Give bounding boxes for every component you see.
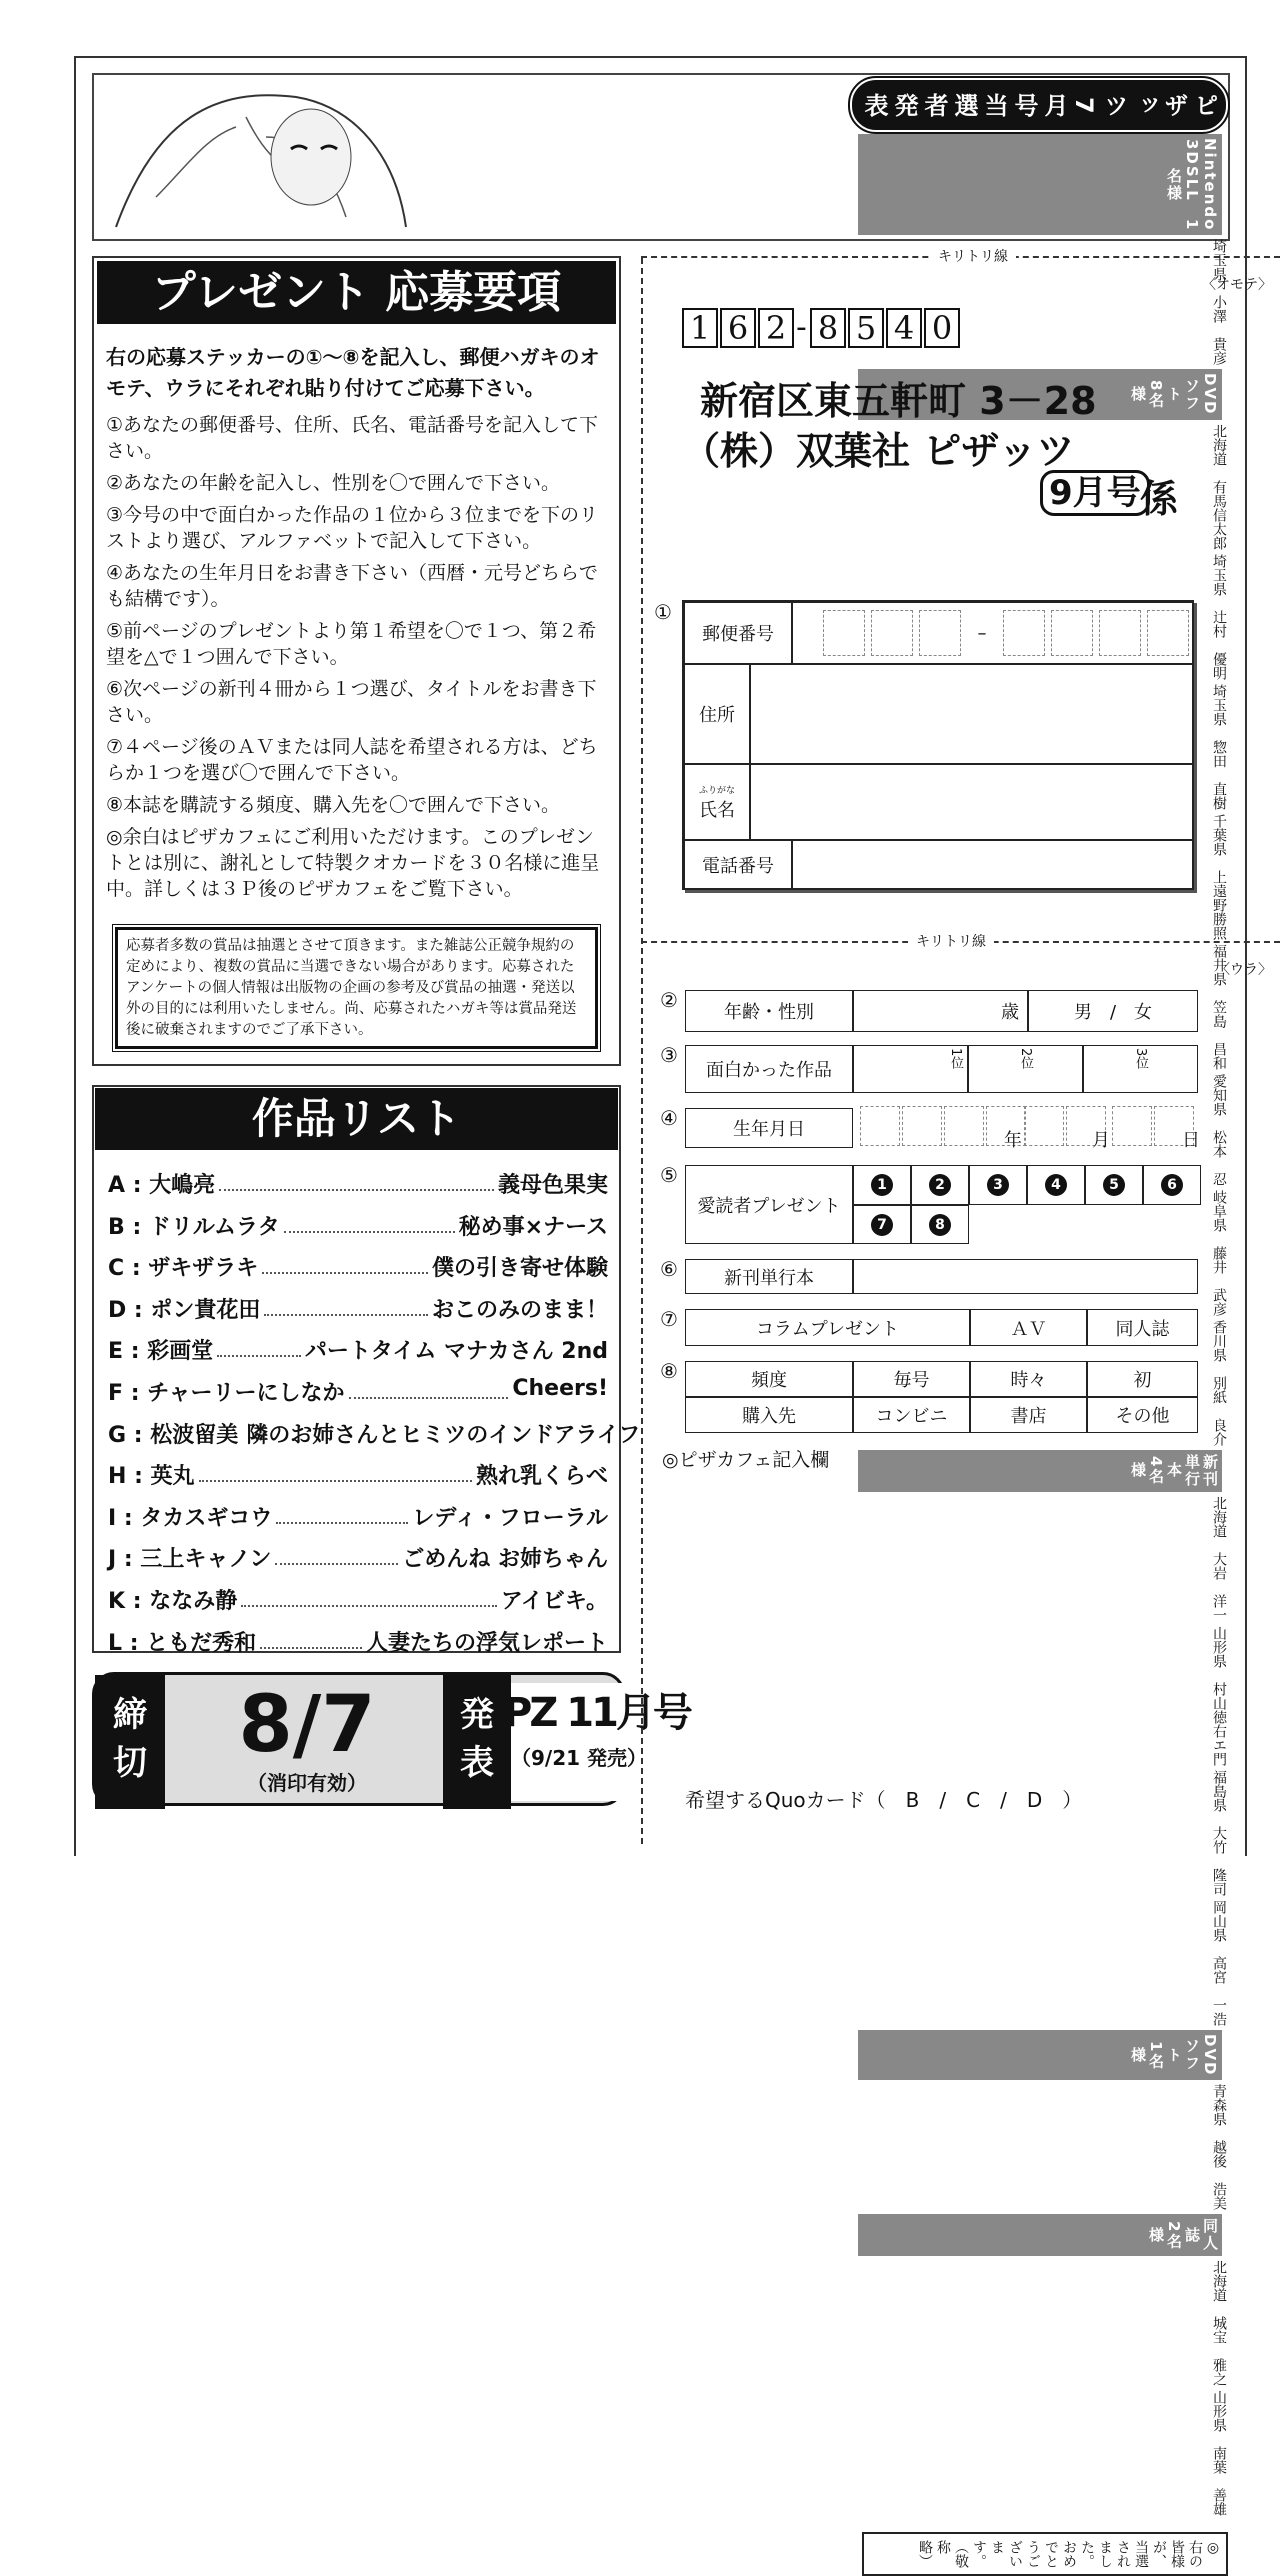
announce-issue: PZ 11月号 （9/21 発売） xyxy=(511,1683,625,1801)
present-option-6[interactable] xyxy=(1143,1165,1201,1205)
digit-box[interactable] xyxy=(1099,610,1141,656)
work-author: 英丸 xyxy=(150,1464,195,1490)
rules-intro: 右の応募ステッカーの①〜⑧を記入し、郵便ハガキのオモテ、ウラにそれぞれ貼り付けてご応募下さい。 xyxy=(106,345,600,400)
rules-items xyxy=(106,412,606,902)
frequency-option[interactable]: 初 xyxy=(1087,1361,1198,1397)
work-key: A xyxy=(108,1173,126,1198)
present-option-1[interactable] xyxy=(853,1165,911,1205)
rule-item: ⑧本誌を購読する頻度、購入先を〇で囲んで下さい。 xyxy=(106,794,561,816)
issue-badge: 9月号 xyxy=(1040,470,1150,516)
winner: 福井県 笠島 昌和 xyxy=(1211,943,1227,1070)
quo-card-choice[interactable]: 希望するQuoカード（ B / C / D ） xyxy=(685,1788,1083,1812)
work-title: ごめんね お姉ちゃん xyxy=(402,1547,608,1573)
postal-digit: 6 xyxy=(720,308,756,348)
address-line: 新宿区東五軒町 3－28 xyxy=(700,379,1097,423)
section-number: ③ xyxy=(660,1043,678,1067)
postal-code xyxy=(682,308,962,348)
deadline-label: 締 切 xyxy=(95,1675,165,1809)
frequency-label: 頻度 xyxy=(685,1361,853,1397)
work-item: I : タカスギコウ レディ・フローラル xyxy=(108,1501,608,1532)
work-author: ドリルムラタ xyxy=(148,1214,280,1240)
postal-hyphen: - xyxy=(796,310,807,345)
work-key: H xyxy=(108,1464,127,1490)
shop-option[interactable]: その他 xyxy=(1087,1397,1198,1433)
work-title: レディ・フローラル xyxy=(412,1505,608,1531)
front-form xyxy=(682,600,1194,890)
work-item: D : ポン貴花田 おこのみのまま！ xyxy=(108,1293,608,1324)
work-item: L : ともだ秀和 人妻たちの浮気レポート xyxy=(108,1626,608,1657)
postal-label: 郵便番号 xyxy=(684,602,792,664)
present-option-2[interactable] xyxy=(911,1165,969,1205)
birthday-input[interactable] xyxy=(860,1106,1200,1150)
winner: 千葉県 上遠野勝照 xyxy=(1211,813,1227,940)
work-title: 人妻たちの浮気レポート xyxy=(365,1630,608,1656)
option-number: 1 xyxy=(871,1174,893,1196)
work-title: 秘め事×ナース xyxy=(458,1214,608,1240)
age-input[interactable]: 歳 xyxy=(853,990,1028,1032)
cut-line-label: キリトリ線 xyxy=(930,246,1016,266)
frequency-option[interactable]: 毎号 xyxy=(853,1361,970,1397)
new-book-input[interactable] xyxy=(853,1259,1198,1294)
work-item: F : チャーリーにしなか Cheers! xyxy=(108,1375,608,1406)
rule-item: ⑥次ページの新刊４冊から１つ選び、タイトルをお書き下さい。 xyxy=(106,678,597,726)
present-option-3[interactable] xyxy=(969,1165,1027,1205)
option-number: 5 xyxy=(1103,1174,1125,1196)
age-sex-label: 年齢・性別 xyxy=(685,990,853,1032)
rank2-input[interactable]: 2位 xyxy=(968,1045,1083,1093)
work-author: ザキザラキ xyxy=(148,1256,259,1282)
birthday-label: 生年月日 xyxy=(685,1108,853,1148)
work-title: 義母色果実 xyxy=(497,1173,608,1198)
section-number: ⑥ xyxy=(660,1257,678,1281)
option-number: 7 xyxy=(871,1214,893,1236)
section-number: ④ xyxy=(660,1106,678,1130)
frequency-option[interactable]: 時々 xyxy=(970,1361,1087,1397)
winner: 北海道 有馬信太郎 xyxy=(1211,423,1227,550)
work-item: E : 彩画堂 パートタイム マナカさん 2nd xyxy=(108,1334,608,1365)
work-author: 三上キャノン xyxy=(140,1547,272,1573)
work-author: 彩画堂 xyxy=(147,1339,214,1365)
deadline-note: （消印有効） xyxy=(247,1771,367,1795)
column-present-label: コラムプレゼント xyxy=(685,1309,970,1346)
work-key: B xyxy=(108,1214,125,1240)
sex-choice[interactable]: 男 / 女 xyxy=(1028,990,1198,1032)
winner: 北海道 城宝 雅之 xyxy=(1211,2260,1227,2387)
rule-item: ②あなたの年齢を記入し、性別を〇で囲んで下さい。 xyxy=(106,472,561,494)
work-title: アイビキ。 xyxy=(500,1588,608,1614)
section-number: ⑦ xyxy=(660,1307,678,1331)
winner: 山形県 村山徳右エ門 xyxy=(1211,1625,1227,1766)
month-label: 月 xyxy=(1092,1130,1110,1151)
vertical-cut-line xyxy=(641,258,643,1844)
rules-notice: 応募者多数の賞品は抽選とさせて頂きます。また雑誌公正競争規約の定めにより、複数の賞品に当選できない場合があります。応募されたアンケートの個人情報は出版物の企画の参考及び賞品の抽選・発送以外の目的には利用いたしません。尚、応募されたハガキ等は賞品発送後に破棄されますのでご了承下さい。 xyxy=(115,927,598,1049)
doujinshi-option[interactable]: 同人誌 xyxy=(1087,1309,1198,1346)
option-number: 2 xyxy=(929,1174,951,1196)
section-number: ② xyxy=(660,988,678,1012)
present-option-4[interactable] xyxy=(1027,1165,1085,1205)
digit-box[interactable] xyxy=(919,610,961,656)
winner: 埼玉県 辻村 優明 xyxy=(1211,553,1227,680)
rule-item: ⑤前ページのプレゼントより第１希望を〇で１つ、第２希望を△で１つ囲んで下さい。 xyxy=(106,620,597,668)
postal-digit: 5 xyxy=(848,308,884,348)
work-item: K : ななみ静 アイビキ。 xyxy=(108,1584,608,1615)
prize-band: 新刊単行本 4名様 xyxy=(858,1450,1222,1492)
address-input[interactable] xyxy=(750,664,1194,764)
work-author: 大嶋亮 xyxy=(149,1173,216,1198)
prize-band: DVDソフト 1名様 xyxy=(858,2030,1222,2081)
rule-item: ①あなたの郵便番号、住所、氏名、電話番号を記入して下さい。 xyxy=(106,414,599,462)
work-title: 隣のお姉さんとヒミツのインドアライフ xyxy=(246,1422,641,1448)
postal-digit: 8 xyxy=(810,308,846,348)
option-number: 4 xyxy=(1045,1174,1067,1196)
present-option-5[interactable] xyxy=(1085,1165,1143,1205)
winner: 山形県 南葉 善雄 xyxy=(1211,2390,1227,2517)
present-label: 愛読者プレゼント xyxy=(685,1165,853,1244)
name-input[interactable] xyxy=(750,764,1194,840)
postal-digit: 1 xyxy=(682,308,718,348)
shop-label: 購入先 xyxy=(685,1397,853,1433)
winner: 北海道 大岩 洋一 xyxy=(1211,1495,1227,1622)
illustration xyxy=(96,77,416,237)
work-item: B : ドリルムラタ 秘め事×ナース xyxy=(108,1210,608,1241)
winner: 青森県 越後 浩美 xyxy=(1211,2084,1227,2211)
work-title: おこのみのまま！ xyxy=(431,1297,608,1323)
work-key: L xyxy=(108,1630,123,1656)
option-number: 3 xyxy=(987,1174,1009,1196)
rank3-input[interactable]: 3位 xyxy=(1083,1045,1198,1093)
section-number: ① xyxy=(654,600,672,624)
postal-digit: 2 xyxy=(758,308,794,348)
work-author: 松波留美 xyxy=(150,1422,239,1448)
winner: 埼玉県 小澤 貴彦 xyxy=(1211,239,1227,366)
back-side-label: 〈ウラ〉 xyxy=(1216,962,1272,978)
pizza-cafe-area[interactable] xyxy=(662,1460,1222,1780)
work-key: K xyxy=(108,1588,126,1614)
address-label: 住所 xyxy=(684,664,750,764)
work-item: H : 英丸 熟れ乳くらべ xyxy=(108,1459,608,1490)
work-author: タカスギコウ xyxy=(140,1505,273,1531)
year-label: 年 xyxy=(1004,1130,1022,1151)
phone-input[interactable] xyxy=(792,840,1194,890)
shop-option[interactable]: コンビニ xyxy=(853,1397,970,1433)
work-title: パートタイム マナカさん 2nd xyxy=(304,1339,608,1365)
winner: 福島県 大竹 隆司 xyxy=(1211,1769,1227,1896)
prize-band: 同人誌 2名様 xyxy=(858,2214,1222,2256)
hyphen: – xyxy=(977,622,987,644)
new-book-label: 新刊単行本 xyxy=(685,1259,853,1294)
phone-label: 電話番号 xyxy=(684,840,792,890)
pizza-cafe-area-label: ◎ピザカフェ記入欄 xyxy=(662,1449,830,1471)
work-author: ポン貴花田 xyxy=(150,1297,261,1323)
work-title: 僕の引き寄せ体験 xyxy=(431,1256,608,1282)
postal-digit: 4 xyxy=(886,308,922,348)
announce-label: 発 表 xyxy=(443,1675,511,1809)
favorite-works-label: 面白かった作品 xyxy=(685,1045,853,1093)
rule-item: ⑦４ページ後のＡＶまたは同人誌を希望される方は、どちらか１つを選び〇で囲んで下さい。 xyxy=(106,736,598,784)
option-number: 8 xyxy=(929,1214,951,1236)
work-key: F xyxy=(108,1380,124,1406)
work-item: J : 三上キャノン ごめんね お姉ちゃん xyxy=(108,1542,608,1573)
digit-box[interactable] xyxy=(823,610,865,656)
winner: 岡山県 高宮 一浩 xyxy=(1211,1899,1227,2026)
postal-digit: 0 xyxy=(924,308,960,348)
company-line: （株）双葉社 ピザッツ xyxy=(682,429,1075,473)
section-number: ⑧ xyxy=(660,1359,678,1383)
work-item: G : 松波留美 隣のお姉さんとヒミツのインドアライフ xyxy=(108,1418,608,1449)
present-option-8[interactable] xyxy=(911,1205,969,1244)
name-label: ふりがな 氏名 xyxy=(684,764,750,840)
rule-item: ③今号の中で面白かった作品の１位から３位までを下のリストより選び、アルファベットで記入して下さい。 xyxy=(106,504,599,552)
work-key: E xyxy=(108,1339,124,1365)
work-item: C : ザキザラキ 僕の引き寄せ体験 xyxy=(108,1251,608,1282)
shop-option[interactable]: 書店 xyxy=(970,1397,1087,1433)
digit-box[interactable] xyxy=(1051,610,1093,656)
cut-line-label: キリトリ線 xyxy=(908,931,994,951)
work-author: チャーリーにしなか xyxy=(147,1380,345,1406)
work-title: 熟れ乳くらべ xyxy=(475,1464,608,1490)
postal-input[interactable] xyxy=(792,602,1194,664)
winner: 岐阜県 藤井 武彦 xyxy=(1211,1189,1227,1316)
deadline-date: 8/7 xyxy=(238,1680,376,1770)
present-option-7[interactable] xyxy=(853,1205,911,1244)
digit-box[interactable] xyxy=(1147,610,1189,656)
winners-title: ピザッツ7月号当選者発表 xyxy=(852,80,1226,130)
front-side-label: 〈オモテ〉 xyxy=(1202,277,1272,293)
work-author: ななみ静 xyxy=(149,1588,238,1614)
winner: 香川県 別紙 良介 xyxy=(1211,1319,1227,1446)
dept-label: 係 xyxy=(1140,477,1179,521)
work-key: I xyxy=(108,1505,117,1531)
work-title: Cheers! xyxy=(512,1375,608,1401)
digit-box[interactable] xyxy=(1003,610,1045,656)
illustration-drawing xyxy=(96,77,416,237)
work-item: A : 大嶋亮 義母色果実 xyxy=(108,1168,608,1199)
winner: 埼玉県 惣田 直樹 xyxy=(1211,683,1227,810)
rule-item: ④あなたの生年月日をお書き下さい（西暦・元号どちらでも結構です）。 xyxy=(106,562,598,610)
av-option[interactable]: ＡＶ xyxy=(970,1309,1087,1346)
digit-box[interactable] xyxy=(871,610,913,656)
rule-item: ◎余白はピザカフェにご利用いただけます。このプレゼントとは別に、謝礼として特製クオカードを３０名様に進呈中。詳しくは３Ｐ後のピザカフェをご覧下さい。 xyxy=(106,826,600,900)
rules-title: プレゼント 応募要項 xyxy=(97,261,616,324)
prize-band: DVDソフト 8名様 xyxy=(858,369,1222,420)
rank1-input[interactable]: 1位 xyxy=(853,1045,968,1093)
deadline-box xyxy=(92,1672,690,1806)
work-key: J xyxy=(108,1547,117,1573)
work-author: ともだ秀和 xyxy=(146,1630,257,1656)
work-key: D xyxy=(108,1297,127,1323)
prize-band: Nintendo 3DSLL 1名様 xyxy=(858,134,1222,235)
day-label: 日 xyxy=(1182,1130,1200,1151)
winner: 愛知県 松本 忍 xyxy=(1211,1073,1227,1186)
option-number: 6 xyxy=(1161,1174,1183,1196)
winners-note: ◎右の皆様が、当選されました。おめでとうございます。（敬称略） xyxy=(862,2532,1228,2576)
work-key: C xyxy=(108,1256,125,1282)
work-key: G xyxy=(108,1422,127,1448)
works-list xyxy=(108,1168,641,1667)
section-number: ⑤ xyxy=(660,1163,678,1187)
works-title: 作品リスト xyxy=(95,1088,618,1150)
